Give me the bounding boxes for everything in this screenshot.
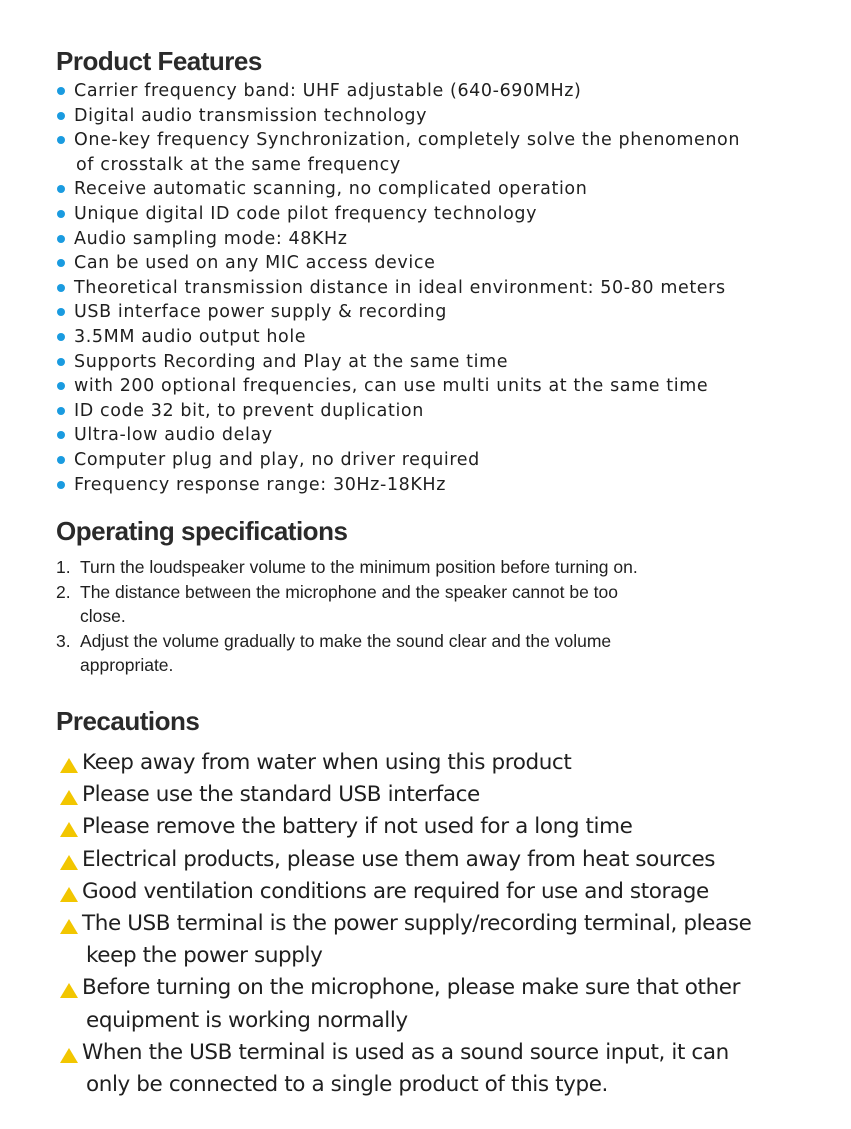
warning-triangle-icon (60, 1048, 78, 1063)
feature-text: Theoretical transmission distance in ideal environment: 50-80 meters (74, 277, 726, 298)
bullet-dot-icon (57, 259, 65, 267)
precautions-list (56, 747, 846, 1101)
precaution-text: Good ventilation conditions are required for use and storage (82, 878, 709, 904)
bullet-dot-icon (57, 87, 65, 95)
warning-triangle-icon (60, 822, 78, 837)
feature-item (56, 473, 846, 498)
specification-number: 1. (56, 557, 71, 577)
precaution-item (56, 908, 846, 972)
feature-item (56, 104, 846, 129)
bullet-dot-icon (57, 210, 65, 218)
feature-text: Computer plug and play, no driver required (74, 449, 480, 470)
bullet-dot-icon (57, 481, 65, 489)
specification-text-continued: close. (80, 606, 126, 627)
feature-text-continued: of crosstalk at the same frequency (76, 154, 401, 175)
bullet-dot-icon (57, 308, 65, 316)
bullet-dot-icon (57, 185, 65, 193)
feature-item (56, 79, 846, 104)
feature-text: One-key frequency Synchronization, completely solve the phenomenon (74, 130, 741, 151)
precaution-text: Please remove the battery if not used for a long time (82, 814, 633, 840)
bullet-dot-icon (57, 235, 65, 243)
feature-text: Supports Recording and Play at the same time (74, 351, 509, 372)
specification-text-continued: appropriate. (80, 655, 174, 676)
product-features-heading: Product Features (56, 46, 262, 76)
feature-item (56, 350, 846, 375)
precaution-text: When the USB terminal is used as a sound source input, it can (82, 1039, 729, 1065)
precaution-item (56, 1037, 846, 1101)
precaution-text: Electrical products, please use them away from heat sources (82, 846, 716, 872)
precaution-item (56, 844, 846, 876)
feature-item (56, 202, 846, 227)
specification-number: 2. (56, 581, 71, 602)
feature-text: Ultra-low audio delay (74, 425, 273, 446)
precaution-item (56, 811, 846, 843)
precaution-text: The USB terminal is the power supply/recording terminal, please (82, 911, 752, 937)
precaution-item (56, 972, 846, 1036)
specification-text: Turn the loudspeaker volume to the minimum position before turning on. (80, 557, 638, 577)
warning-triangle-icon (60, 855, 78, 870)
precautions-section (56, 706, 846, 1101)
specifications-list (56, 555, 846, 678)
precaution-text: Please use the standard USB interface (82, 782, 480, 808)
specification-number: 3. (56, 630, 71, 651)
bullet-dot-icon (57, 284, 65, 292)
feature-item (56, 374, 846, 399)
feature-text: with 200 optional frequencies, can use multi units at the same time (74, 376, 709, 397)
specification-text: The distance between the microphone and the speaker cannot be too (80, 581, 619, 602)
warning-triangle-icon (60, 919, 78, 934)
features-list (56, 79, 846, 497)
bullet-dot-icon (57, 358, 65, 366)
precaution-text: Before turning on the microphone, please make sure that other (82, 975, 741, 1001)
specification-item (56, 580, 846, 629)
specification-text: Adjust the volume gradually to make the sound clear and the volume (80, 630, 612, 651)
precaution-text-continued: keep the power supply (86, 943, 323, 969)
feature-item (56, 177, 846, 202)
bullet-dot-icon (57, 112, 65, 120)
feature-text: USB interface power supply & recording (74, 302, 447, 323)
warning-triangle-icon (60, 983, 78, 998)
warning-triangle-icon (60, 758, 78, 773)
bullet-dot-icon (57, 431, 65, 439)
precaution-text: Keep away from water when using this product (82, 750, 572, 775)
bullet-dot-icon (57, 136, 65, 144)
feature-text: Digital audio transmission technology (74, 105, 428, 126)
feature-text: Receive automatic scanning, no complicated operation (74, 179, 588, 200)
feature-text: Frequency response range: 30Hz-18KHz (74, 474, 446, 495)
product-features-section (56, 46, 846, 497)
feature-item (56, 325, 846, 350)
feature-item (56, 227, 846, 252)
feature-item (56, 276, 846, 301)
bullet-dot-icon (57, 382, 65, 390)
precaution-item (56, 747, 846, 779)
precautions-heading: Precautions (56, 706, 200, 736)
feature-item (56, 423, 846, 448)
precaution-item (56, 876, 846, 908)
feature-text: ID code 32 bit, to prevent duplication (74, 400, 424, 421)
feature-text: Can be used on any MIC access device (74, 253, 436, 274)
feature-item (56, 448, 846, 473)
feature-text: Audio sampling mode: 48KHz (74, 228, 348, 249)
bullet-dot-icon (57, 333, 65, 341)
specification-item (56, 555, 846, 580)
precaution-item (56, 779, 846, 811)
feature-item (56, 251, 846, 276)
specification-item (56, 629, 846, 678)
precaution-text-continued: only be connected to a single product of this type. (86, 1072, 608, 1098)
bullet-dot-icon (57, 456, 65, 464)
bullet-dot-icon (57, 407, 65, 415)
operating-specifications-section (56, 516, 846, 678)
feature-text: 3.5MM audio output hole (74, 326, 307, 347)
operating-specifications-heading: Operating specifications (56, 516, 348, 546)
feature-item (56, 399, 846, 424)
warning-triangle-icon (60, 887, 78, 902)
feature-text: Unique digital ID code pilot frequency technology (74, 203, 538, 224)
precaution-text-continued: equipment is working normally (86, 1007, 408, 1033)
feature-item (56, 128, 846, 177)
feature-text: Carrier frequency band: UHF adjustable (640-690MHz) (74, 81, 582, 101)
feature-item (56, 300, 846, 325)
warning-triangle-icon (60, 790, 78, 805)
